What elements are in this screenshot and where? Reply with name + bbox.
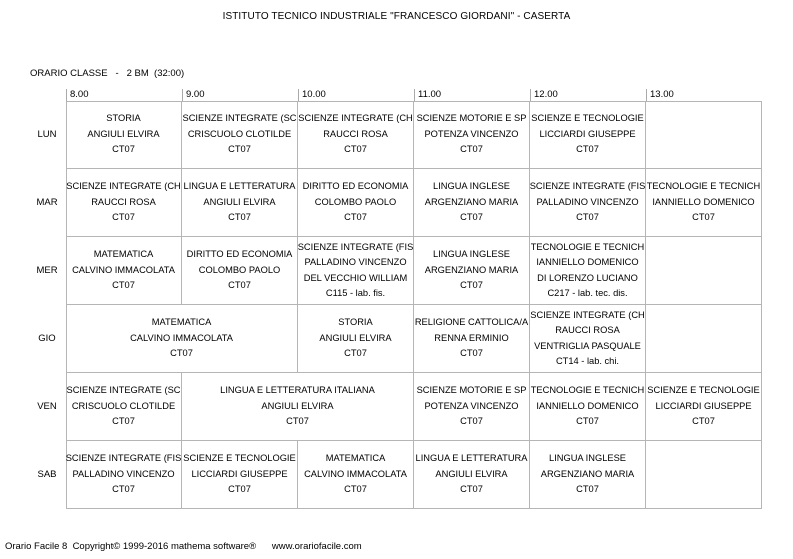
lesson-subject: LINGUA E LETTERATURA xyxy=(415,453,528,464)
lesson-teacher: COLOMBO PAOLO xyxy=(314,196,397,207)
lesson-subject: TECNOLOGIE E TECNICH xyxy=(646,181,761,192)
lesson-subject: LINGUA E LETTERATURA xyxy=(183,181,296,192)
lesson-cell xyxy=(66,237,182,305)
lesson-cell xyxy=(530,101,646,169)
lesson-cell xyxy=(414,237,530,305)
lesson-cell xyxy=(414,305,530,373)
lesson-room: CT07 xyxy=(344,212,367,223)
lesson-teacher: LICCIARDI GIUSEPPE xyxy=(539,128,636,139)
empty-cell xyxy=(646,101,762,169)
lesson-cell xyxy=(66,441,182,509)
day-label: VEN xyxy=(37,401,57,412)
lesson-teacher: ANGIULI ELVIRA xyxy=(203,196,276,207)
footer-copyright: Orario Facile 8 Copyright© 1999-2016 mathema software® www.orariofacile.com xyxy=(5,541,362,552)
lesson-cell xyxy=(298,441,414,509)
lesson-cell xyxy=(414,373,530,441)
lesson-teacher: LICCIARDI GIUSEPPE xyxy=(655,400,752,411)
lesson-teacher: DI LORENZO LUCIANO xyxy=(537,272,638,283)
lesson-room: CT07 xyxy=(344,144,367,155)
lesson-teacher: ANGIULI ELVIRA xyxy=(319,332,392,343)
lesson-teacher: ANGIULI ELVIRA xyxy=(87,128,160,139)
lesson-subject: SCIENZE INTEGRATE (FIS xyxy=(66,453,182,464)
lesson-room: CT07 xyxy=(692,416,715,427)
lesson-room: CT07 xyxy=(228,484,251,495)
lesson-teacher: CRISCUOLO CLOTILDE xyxy=(187,128,292,139)
day-label: LUN xyxy=(37,129,57,140)
hour-label: 11.00 xyxy=(418,89,442,100)
lesson-subject: LINGUA INGLESE xyxy=(433,249,510,260)
lesson-teacher: CALVINO IMMACOLATA xyxy=(130,332,233,343)
lesson-teacher: CALVINO IMMACOLATA xyxy=(304,468,407,479)
lesson-subject: SCIENZE MOTORIE E SP xyxy=(416,113,527,124)
empty-cell xyxy=(646,441,762,509)
lesson-room: CT07 xyxy=(228,280,251,291)
hour-label: 12.00 xyxy=(534,89,558,100)
hour-tick xyxy=(66,89,67,101)
lesson-subject: TECNOLOGIE E TECNICH xyxy=(530,385,645,396)
lesson-subject: SCIENZE E TECNOLOGIE xyxy=(531,113,644,124)
lesson-cell xyxy=(182,237,298,305)
lesson-room: CT07 xyxy=(460,416,483,427)
lesson-teacher: RENNA ERMINIO xyxy=(434,332,509,343)
lesson-subject: SCIENZE E TECNOLOGIE xyxy=(183,453,296,464)
day-label: MAR xyxy=(36,197,58,208)
lesson-teacher: LICCIARDI GIUSEPPE xyxy=(191,468,288,479)
lesson-cell xyxy=(646,169,762,237)
lesson-room: CT07 xyxy=(576,212,599,223)
lesson-room: C115 - lab. fis. xyxy=(325,288,386,298)
lesson-teacher: PALLADINO VINCENZO xyxy=(72,468,175,479)
lesson-room: CT07 xyxy=(576,144,599,155)
lesson-room: C217 - lab. tec. dis. xyxy=(547,288,628,298)
lesson-subject: SCIENZE INTEGRATE (SC xyxy=(182,113,297,124)
lesson-room: CT07 xyxy=(228,212,251,223)
lesson-teacher: PALLADINO VINCENZO xyxy=(304,257,407,267)
class-info: ORARIO CLASSE - 2 BM (32:00) xyxy=(30,68,185,79)
lesson-teacher: CRISCUOLO CLOTILDE xyxy=(71,400,176,411)
lesson-subject: LINGUA INGLESE xyxy=(549,453,626,464)
lesson-subject: RELIGIONE CATTOLICA/A xyxy=(414,317,529,328)
hour-label: 9.00 xyxy=(186,89,205,100)
hour-tick xyxy=(646,89,647,101)
lesson-teacher: IANNIELLO DOMENICO xyxy=(536,257,639,267)
lesson-subject: MATEMATICA xyxy=(93,249,154,260)
lesson-teacher: ARGENZIANO MARIA xyxy=(540,468,635,479)
lesson-room: CT07 xyxy=(112,416,135,427)
lesson-room: CT07 xyxy=(112,280,135,291)
hour-label: 13.00 xyxy=(650,89,674,100)
timetable-grid xyxy=(66,101,762,509)
lesson-teacher: POTENZA VINCENZO xyxy=(424,400,519,411)
lesson-cell xyxy=(66,373,182,441)
lesson-room: CT07 xyxy=(576,484,599,495)
lesson-subject: SCIENZE MOTORIE E SP xyxy=(416,385,527,396)
lesson-teacher: ARGENZIANO MARIA xyxy=(424,264,519,275)
lesson-subject: DIRITTO ED ECONOMIA xyxy=(186,249,293,260)
lesson-cell xyxy=(530,169,646,237)
lesson-teacher: DEL VECCHIO WILLIAM xyxy=(303,272,408,283)
lesson-subject: SCIENZE INTEGRATE (FIS xyxy=(298,241,414,252)
lesson-cell xyxy=(530,237,646,305)
lesson-teacher: RAUCCI ROSA xyxy=(555,325,620,335)
lesson-teacher: RAUCCI ROSA xyxy=(91,196,156,207)
lesson-teacher: CALVINO IMMACOLATA xyxy=(72,264,175,275)
lesson-teacher: ANGIULI ELVIRA xyxy=(435,468,508,479)
lesson-room: CT07 xyxy=(112,144,135,155)
lesson-cell xyxy=(530,373,646,441)
hour-tick xyxy=(182,89,183,101)
lesson-cell xyxy=(298,305,414,373)
lesson-cell xyxy=(66,101,182,169)
lesson-cell xyxy=(182,441,298,509)
lesson-cell xyxy=(530,441,646,509)
lesson-cell xyxy=(298,169,414,237)
lesson-subject: SCIENZE INTEGRATE (CH xyxy=(66,181,181,192)
lesson-teacher: ARGENZIANO MARIA xyxy=(424,196,519,207)
lesson-room: CT07 xyxy=(112,212,135,223)
school-title: ISTITUTO TECNICO INDUSTRIALE "FRANCESCO GIORDANI" - CASERTA xyxy=(222,11,571,22)
lesson-subject: SCIENZE E TECNOLOGIE xyxy=(647,385,760,396)
lesson-room: CT07 xyxy=(460,280,483,291)
lesson-cell xyxy=(414,101,530,169)
lesson-cell xyxy=(414,441,530,509)
day-label: GIO xyxy=(38,333,56,344)
lesson-teacher: IANNIELLO DOMENICO xyxy=(652,196,755,207)
lesson-cell xyxy=(182,373,414,441)
lesson-cell xyxy=(182,101,298,169)
empty-cell xyxy=(646,237,762,305)
lesson-subject: SCIENZE INTEGRATE (CH xyxy=(298,113,413,124)
lesson-cell xyxy=(66,305,298,373)
lesson-subject: LINGUA INGLESE xyxy=(433,181,510,192)
lesson-room: CT07 xyxy=(112,484,135,495)
lesson-room: CT07 xyxy=(228,144,251,155)
lesson-subject: DIRITTO ED ECONOMIA xyxy=(302,181,409,192)
lesson-cell xyxy=(182,169,298,237)
lesson-room: CT07 xyxy=(344,348,367,359)
lesson-cell xyxy=(646,373,762,441)
day-label: SAB xyxy=(37,469,57,480)
lesson-teacher: POTENZA VINCENZO xyxy=(424,128,519,139)
lesson-subject: SCIENZE INTEGRATE (FIS xyxy=(530,181,646,192)
lesson-subject: SCIENZE INTEGRATE (SC xyxy=(66,385,181,396)
lesson-room: CT07 xyxy=(286,416,309,427)
lesson-teacher: RAUCCI ROSA xyxy=(323,128,388,139)
lesson-room: CT07 xyxy=(692,212,715,223)
lesson-teacher: PALLADINO VINCENZO xyxy=(536,196,639,207)
lesson-room: CT07 xyxy=(344,484,367,495)
hour-tick xyxy=(530,89,531,101)
lesson-room: CT07 xyxy=(170,348,193,359)
lesson-subject: LINGUA E LETTERATURA ITALIANA xyxy=(220,385,375,396)
lesson-teacher: VENTRIGLIA PASQUALE xyxy=(534,340,641,351)
hour-label: 10.00 xyxy=(302,89,326,100)
lesson-room: CT14 - lab. chi. xyxy=(555,356,620,366)
hour-tick xyxy=(414,89,415,101)
lesson-cell xyxy=(530,305,646,373)
empty-cell xyxy=(646,305,762,373)
lesson-teacher: COLOMBO PAOLO xyxy=(198,264,281,275)
lesson-subject: MATEMATICA xyxy=(151,317,212,328)
lesson-subject: SCIENZE INTEGRATE (CH xyxy=(530,309,645,320)
lesson-room: CT07 xyxy=(460,144,483,155)
lesson-subject: TECNOLOGIE E TECNICH xyxy=(530,241,645,252)
lesson-room: CT07 xyxy=(460,484,483,495)
lesson-cell xyxy=(414,169,530,237)
lesson-subject: STORIA xyxy=(106,113,141,124)
hour-label: 8.00 xyxy=(70,89,89,100)
lesson-teacher: IANNIELLO DOMENICO xyxy=(536,400,639,411)
lesson-room: CT07 xyxy=(460,212,483,223)
day-label: MER xyxy=(36,265,58,276)
lesson-teacher: ANGIULI ELVIRA xyxy=(261,400,334,411)
lesson-cell xyxy=(66,169,182,237)
lesson-room: CT07 xyxy=(576,416,599,427)
lesson-subject: MATEMATICA xyxy=(325,453,386,464)
lesson-cell xyxy=(298,101,414,169)
lesson-room: CT07 xyxy=(460,348,483,359)
hour-tick xyxy=(298,89,299,101)
lesson-subject: STORIA xyxy=(338,317,373,328)
lesson-cell xyxy=(298,237,414,305)
